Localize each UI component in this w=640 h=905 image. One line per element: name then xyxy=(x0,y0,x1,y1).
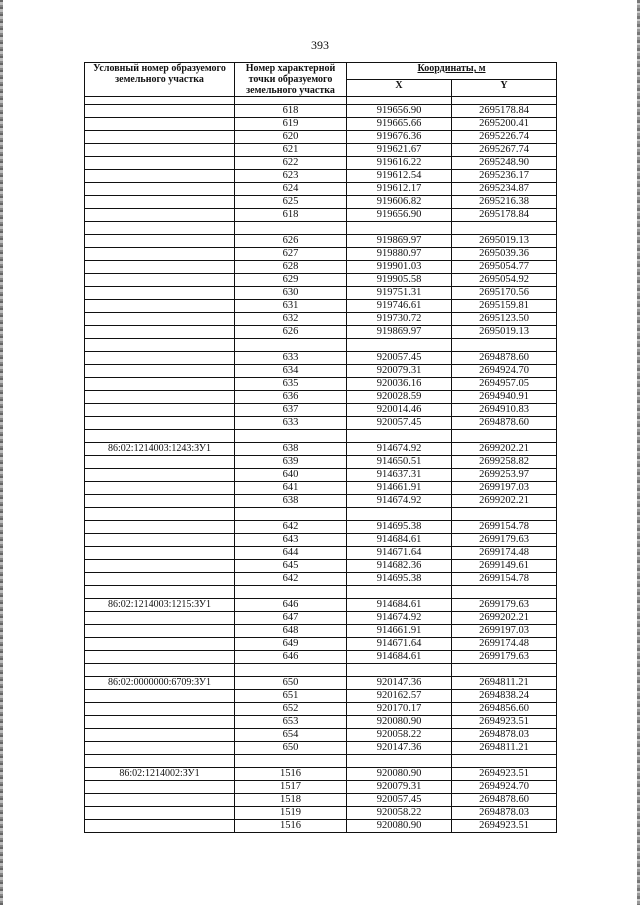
table-row xyxy=(85,547,557,560)
spacer-cell xyxy=(235,664,347,677)
y-cell: 2699179.63 xyxy=(452,534,557,547)
parcel-cell xyxy=(85,157,235,170)
header-coordinates: Координаты, м xyxy=(347,63,557,80)
x-cell: 914637.31 xyxy=(347,469,452,482)
table-row xyxy=(85,807,557,820)
x-cell: 919612.54 xyxy=(347,170,452,183)
x-cell: 920058.22 xyxy=(347,729,452,742)
spacer-cell xyxy=(85,430,235,443)
page-number: 393 xyxy=(311,38,329,52)
table-row xyxy=(85,404,557,417)
table-row xyxy=(85,313,557,326)
point-cell: 1516 xyxy=(235,768,347,781)
spacer-cell xyxy=(452,586,557,599)
spacer-cell xyxy=(347,97,452,105)
x-cell: 920058.22 xyxy=(347,807,452,820)
point-cell: 654 xyxy=(235,729,347,742)
table-row xyxy=(85,651,557,664)
spacer-row xyxy=(85,664,557,677)
spacer-cell xyxy=(452,755,557,768)
y-cell: 2699253.97 xyxy=(452,469,557,482)
parcel-cell xyxy=(85,560,235,573)
parcel-cell xyxy=(85,118,235,131)
point-cell: 634 xyxy=(235,365,347,378)
parcel-cell xyxy=(85,391,235,404)
table-row xyxy=(85,469,557,482)
y-cell: 2694923.51 xyxy=(452,768,557,781)
spacer-cell xyxy=(452,430,557,443)
x-cell: 920147.36 xyxy=(347,742,452,755)
point-cell: 649 xyxy=(235,638,347,651)
spacer-cell xyxy=(452,97,557,105)
parcel-cell xyxy=(85,716,235,729)
y-cell: 2695216.38 xyxy=(452,196,557,209)
point-cell: 625 xyxy=(235,196,347,209)
parcel-cell xyxy=(85,274,235,287)
table-row xyxy=(85,768,557,781)
table-row xyxy=(85,378,557,391)
y-cell: 2699179.63 xyxy=(452,599,557,612)
spacer-row xyxy=(85,755,557,768)
point-cell: 642 xyxy=(235,573,347,586)
point-cell: 652 xyxy=(235,703,347,716)
y-cell: 2699202.21 xyxy=(452,495,557,508)
table-row xyxy=(85,560,557,573)
spacer-cell xyxy=(347,755,452,768)
header-x: X xyxy=(347,80,452,97)
spacer-cell xyxy=(235,430,347,443)
spacer-cell xyxy=(452,508,557,521)
point-cell: 623 xyxy=(235,170,347,183)
spacer-cell xyxy=(85,339,235,352)
x-cell: 914695.38 xyxy=(347,573,452,586)
parcel-cell xyxy=(85,482,235,495)
table-row xyxy=(85,690,557,703)
x-cell: 919616.22 xyxy=(347,157,452,170)
table-row xyxy=(85,196,557,209)
point-cell: 618 xyxy=(235,209,347,222)
parcel-cell xyxy=(85,209,235,222)
point-cell: 650 xyxy=(235,677,347,690)
point-cell: 632 xyxy=(235,313,347,326)
point-cell: 633 xyxy=(235,352,347,365)
point-cell: 636 xyxy=(235,391,347,404)
x-cell: 919621.67 xyxy=(347,144,452,157)
x-cell: 919746.61 xyxy=(347,300,452,313)
table-row xyxy=(85,391,557,404)
y-cell: 2695159.81 xyxy=(452,300,557,313)
table-row xyxy=(85,248,557,261)
parcel-cell xyxy=(85,781,235,794)
parcel-cell xyxy=(85,235,235,248)
x-cell: 919606.82 xyxy=(347,196,452,209)
point-cell: 619 xyxy=(235,118,347,131)
spacer-row xyxy=(85,430,557,443)
table-row xyxy=(85,716,557,729)
y-cell: 2694878.03 xyxy=(452,807,557,820)
spacer-cell xyxy=(85,586,235,599)
parcel-cell xyxy=(85,105,235,118)
x-cell: 919730.72 xyxy=(347,313,452,326)
spacer-cell xyxy=(85,222,235,235)
point-cell: 621 xyxy=(235,144,347,157)
parcel-cell xyxy=(85,248,235,261)
x-cell: 914661.91 xyxy=(347,482,452,495)
parcel-cell: 86:02:1214002:ЗУ1 xyxy=(85,768,235,781)
point-cell: 646 xyxy=(235,599,347,612)
table-row xyxy=(85,287,557,300)
point-cell: 641 xyxy=(235,482,347,495)
spacer-cell xyxy=(347,222,452,235)
y-cell: 2694923.51 xyxy=(452,820,557,833)
x-cell: 920080.90 xyxy=(347,820,452,833)
table-row xyxy=(85,183,557,196)
table-row xyxy=(85,599,557,612)
point-cell: 628 xyxy=(235,261,347,274)
table-row xyxy=(85,495,557,508)
x-cell: 920057.45 xyxy=(347,417,452,430)
x-cell: 920079.31 xyxy=(347,781,452,794)
point-cell: 631 xyxy=(235,300,347,313)
scan-left-edge xyxy=(0,0,3,905)
x-cell: 919901.03 xyxy=(347,261,452,274)
parcel-cell xyxy=(85,404,235,417)
x-cell: 920147.36 xyxy=(347,677,452,690)
y-cell: 2694878.60 xyxy=(452,794,557,807)
point-cell: 1519 xyxy=(235,807,347,820)
table-row xyxy=(85,729,557,742)
spacer-cell xyxy=(85,664,235,677)
table-body xyxy=(85,97,557,833)
x-cell: 919905.58 xyxy=(347,274,452,287)
y-cell: 2694957.05 xyxy=(452,378,557,391)
x-cell: 920028.59 xyxy=(347,391,452,404)
table-row xyxy=(85,820,557,833)
spacer-cell xyxy=(235,97,347,105)
point-cell: 624 xyxy=(235,183,347,196)
spacer-cell xyxy=(452,664,557,677)
spacer-cell xyxy=(347,430,452,443)
y-cell: 2695267.74 xyxy=(452,144,557,157)
y-cell: 2695123.50 xyxy=(452,313,557,326)
parcel-cell xyxy=(85,326,235,339)
table-row xyxy=(85,612,557,625)
point-cell: 626 xyxy=(235,235,347,248)
spacer-row xyxy=(85,508,557,521)
x-cell: 914682.36 xyxy=(347,560,452,573)
parcel-cell: 86:02:1214003:1215:ЗУ1 xyxy=(85,599,235,612)
point-cell: 1518 xyxy=(235,794,347,807)
table-row xyxy=(85,274,557,287)
parcel-cell xyxy=(85,690,235,703)
parcel-cell xyxy=(85,417,235,430)
table-row xyxy=(85,300,557,313)
spacer-cell xyxy=(235,339,347,352)
y-cell: 2694940.91 xyxy=(452,391,557,404)
table-row xyxy=(85,365,557,378)
point-cell: 1516 xyxy=(235,820,347,833)
parcel-cell xyxy=(85,638,235,651)
x-cell: 920057.45 xyxy=(347,352,452,365)
y-cell: 2699197.03 xyxy=(452,482,557,495)
table-row xyxy=(85,781,557,794)
x-cell: 919612.17 xyxy=(347,183,452,196)
table-row xyxy=(85,157,557,170)
y-cell: 2695054.77 xyxy=(452,261,557,274)
point-cell: 630 xyxy=(235,287,347,300)
y-cell: 2699154.78 xyxy=(452,573,557,586)
point-cell: 643 xyxy=(235,534,347,547)
table-row xyxy=(85,742,557,755)
table-row xyxy=(85,482,557,495)
point-cell: 1517 xyxy=(235,781,347,794)
x-cell: 919665.66 xyxy=(347,118,452,131)
x-cell: 920036.16 xyxy=(347,378,452,391)
spacer-cell xyxy=(452,339,557,352)
y-cell: 2695019.13 xyxy=(452,235,557,248)
y-cell: 2699202.21 xyxy=(452,443,557,456)
parcel-cell xyxy=(85,183,235,196)
table-row xyxy=(85,573,557,586)
table-row xyxy=(85,417,557,430)
point-cell: 645 xyxy=(235,560,347,573)
header-point-number: Номер характерной точки образуемого земельного участка xyxy=(235,63,347,97)
parcel-cell xyxy=(85,820,235,833)
parcel-cell xyxy=(85,742,235,755)
parcel-cell xyxy=(85,794,235,807)
spacer-cell xyxy=(85,755,235,768)
y-cell: 2699154.78 xyxy=(452,521,557,534)
table-row xyxy=(85,443,557,456)
x-cell: 914684.61 xyxy=(347,651,452,664)
parcel-cell xyxy=(85,573,235,586)
spacer-cell xyxy=(347,508,452,521)
parcel-cell xyxy=(85,534,235,547)
coordinates-table xyxy=(84,62,557,833)
parcel-cell xyxy=(85,456,235,469)
y-cell: 2694924.70 xyxy=(452,365,557,378)
y-cell: 2695248.90 xyxy=(452,157,557,170)
y-cell: 2694838.24 xyxy=(452,690,557,703)
parcel-cell xyxy=(85,521,235,534)
parcel-cell: 86:02:1214003:1243:ЗУ1 xyxy=(85,443,235,456)
y-cell: 2694923.51 xyxy=(452,716,557,729)
y-cell: 2695039.36 xyxy=(452,248,557,261)
x-cell: 920080.90 xyxy=(347,768,452,781)
spacer-row xyxy=(85,586,557,599)
y-cell: 2694910.83 xyxy=(452,404,557,417)
parcel-cell xyxy=(85,365,235,378)
x-cell: 920170.17 xyxy=(347,703,452,716)
point-cell: 644 xyxy=(235,547,347,560)
parcel-cell xyxy=(85,131,235,144)
table-row xyxy=(85,261,557,274)
x-cell: 919869.97 xyxy=(347,326,452,339)
x-cell: 914650.51 xyxy=(347,456,452,469)
spacer-cell xyxy=(235,508,347,521)
point-cell: 622 xyxy=(235,157,347,170)
table-row xyxy=(85,521,557,534)
y-cell: 2695236.17 xyxy=(452,170,557,183)
x-cell: 920162.57 xyxy=(347,690,452,703)
table-row xyxy=(85,352,557,365)
x-cell: 914671.64 xyxy=(347,638,452,651)
y-cell: 2695200.41 xyxy=(452,118,557,131)
table-row xyxy=(85,118,557,131)
point-cell: 647 xyxy=(235,612,347,625)
x-cell: 919656.90 xyxy=(347,105,452,118)
table-row xyxy=(85,794,557,807)
parcel-cell xyxy=(85,313,235,326)
parcel-cell xyxy=(85,469,235,482)
table-row xyxy=(85,144,557,157)
parcel-cell xyxy=(85,625,235,638)
table-row xyxy=(85,703,557,716)
table-row xyxy=(85,534,557,547)
table-row xyxy=(85,638,557,651)
point-cell: 618 xyxy=(235,105,347,118)
table-row xyxy=(85,625,557,638)
point-cell: 640 xyxy=(235,469,347,482)
y-cell: 2699258.82 xyxy=(452,456,557,469)
point-cell: 648 xyxy=(235,625,347,638)
x-cell: 920014.46 xyxy=(347,404,452,417)
spacer-cell xyxy=(85,508,235,521)
y-cell: 2699179.63 xyxy=(452,651,557,664)
y-cell: 2699197.03 xyxy=(452,625,557,638)
y-cell: 2694811.21 xyxy=(452,677,557,690)
header-parcel-number: Условный номер образуемого земельного участка xyxy=(85,63,235,97)
parcel-cell xyxy=(85,196,235,209)
y-cell: 2694878.03 xyxy=(452,729,557,742)
spacer-cell xyxy=(235,755,347,768)
table-row xyxy=(85,209,557,222)
y-cell: 2694811.21 xyxy=(452,742,557,755)
spacer-cell xyxy=(347,586,452,599)
table-row xyxy=(85,235,557,248)
y-cell: 2695178.84 xyxy=(452,105,557,118)
header-y: Y xyxy=(452,80,557,97)
spacer-cell xyxy=(452,222,557,235)
spacer-cell xyxy=(347,339,452,352)
parcel-cell xyxy=(85,352,235,365)
spacer-cell xyxy=(235,222,347,235)
x-cell: 920080.90 xyxy=(347,716,452,729)
parcel-cell xyxy=(85,495,235,508)
x-cell: 914671.64 xyxy=(347,547,452,560)
y-cell: 2695226.74 xyxy=(452,131,557,144)
point-cell: 635 xyxy=(235,378,347,391)
y-cell: 2694878.60 xyxy=(452,352,557,365)
x-cell: 914695.38 xyxy=(347,521,452,534)
point-cell: 646 xyxy=(235,651,347,664)
parcel-cell xyxy=(85,612,235,625)
x-cell: 920079.31 xyxy=(347,365,452,378)
y-cell: 2695234.87 xyxy=(452,183,557,196)
parcel-cell xyxy=(85,261,235,274)
point-cell: 627 xyxy=(235,248,347,261)
parcel-cell xyxy=(85,729,235,742)
x-cell: 914674.92 xyxy=(347,612,452,625)
parcel-cell xyxy=(85,378,235,391)
table-row xyxy=(85,105,557,118)
x-cell: 919751.31 xyxy=(347,287,452,300)
parcel-cell xyxy=(85,287,235,300)
parcel-cell xyxy=(85,807,235,820)
point-cell: 642 xyxy=(235,521,347,534)
point-cell: 629 xyxy=(235,274,347,287)
point-cell: 653 xyxy=(235,716,347,729)
table-row xyxy=(85,131,557,144)
parcel-cell xyxy=(85,651,235,664)
parcel-cell xyxy=(85,547,235,560)
spacer-cell xyxy=(347,664,452,677)
y-cell: 2695178.84 xyxy=(452,209,557,222)
y-cell: 2694924.70 xyxy=(452,781,557,794)
spacer-row xyxy=(85,222,557,235)
point-cell: 637 xyxy=(235,404,347,417)
spacer-cell xyxy=(85,97,235,105)
table-row xyxy=(85,456,557,469)
y-cell: 2695054.92 xyxy=(452,274,557,287)
table-row xyxy=(85,326,557,339)
parcel-cell: 86:02:0000000:6709:ЗУ1 xyxy=(85,677,235,690)
x-cell: 914674.92 xyxy=(347,443,452,456)
point-cell: 651 xyxy=(235,690,347,703)
x-cell: 914674.92 xyxy=(347,495,452,508)
spacer-cell xyxy=(235,586,347,599)
x-cell: 920057.45 xyxy=(347,794,452,807)
y-cell: 2699202.21 xyxy=(452,612,557,625)
x-cell: 919869.97 xyxy=(347,235,452,248)
y-cell: 2694856.60 xyxy=(452,703,557,716)
y-cell: 2695170.56 xyxy=(452,287,557,300)
point-cell: 638 xyxy=(235,495,347,508)
x-cell: 919656.90 xyxy=(347,209,452,222)
x-cell: 914684.61 xyxy=(347,599,452,612)
table-row xyxy=(85,677,557,690)
x-cell: 914661.91 xyxy=(347,625,452,638)
point-cell: 626 xyxy=(235,326,347,339)
parcel-cell xyxy=(85,300,235,313)
spacer-row xyxy=(85,97,557,105)
point-cell: 633 xyxy=(235,417,347,430)
x-cell: 919676.36 xyxy=(347,131,452,144)
spacer-row xyxy=(85,339,557,352)
point-cell: 650 xyxy=(235,742,347,755)
x-cell: 919880.97 xyxy=(347,248,452,261)
y-cell: 2699174.48 xyxy=(452,547,557,560)
x-cell: 914684.61 xyxy=(347,534,452,547)
y-cell: 2699149.61 xyxy=(452,560,557,573)
parcel-cell xyxy=(85,170,235,183)
point-cell: 620 xyxy=(235,131,347,144)
y-cell: 2699174.48 xyxy=(452,638,557,651)
point-cell: 639 xyxy=(235,456,347,469)
y-cell: 2694878.60 xyxy=(452,417,557,430)
parcel-cell xyxy=(85,144,235,157)
table-row xyxy=(85,170,557,183)
point-cell: 638 xyxy=(235,443,347,456)
y-cell: 2695019.13 xyxy=(452,326,557,339)
parcel-cell xyxy=(85,703,235,716)
